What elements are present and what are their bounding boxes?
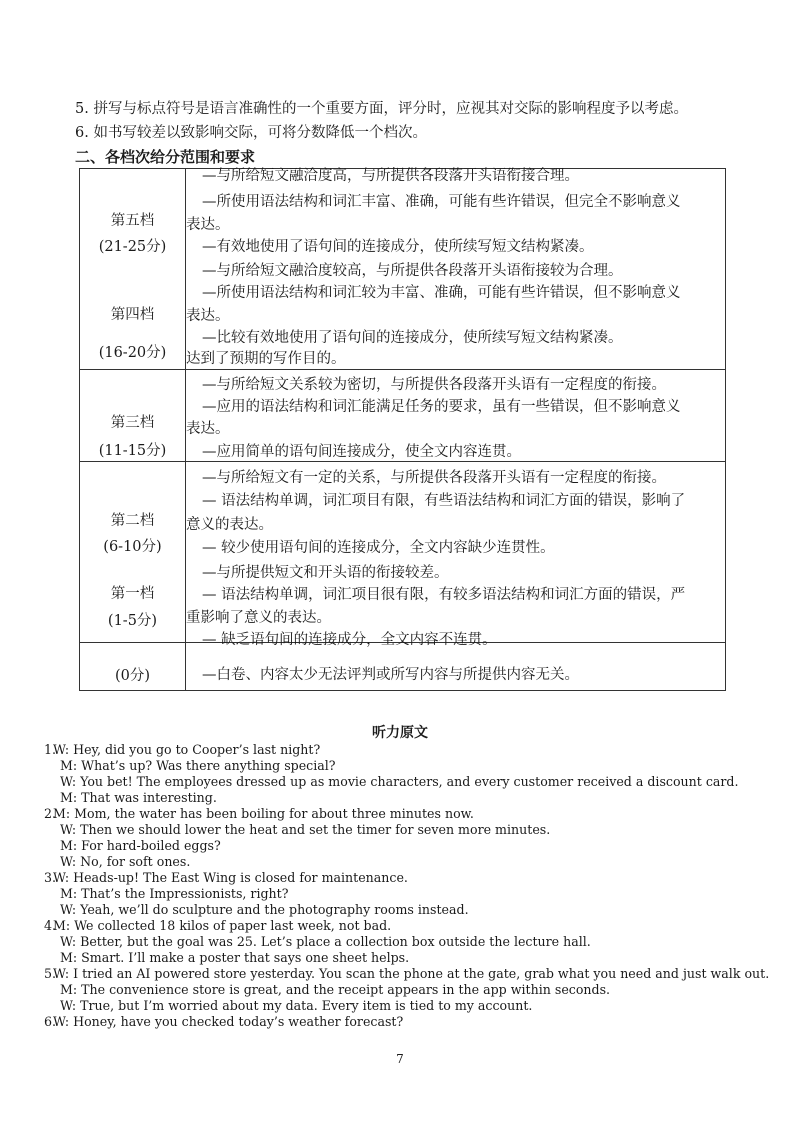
grade-table (79, 168, 726, 691)
grade-5-range: (21-25分) (98, 239, 167, 255)
grade-3-line: 表达。 (186, 421, 230, 437)
grade-5-line: —所使用语法结构和词汇丰富、准确，可能有些许错误，但完全不影响意义 (202, 194, 681, 210)
listening-title: 听力原文 (372, 725, 428, 741)
grade-5-line: 表达。 (186, 217, 230, 233)
grade-3-name: 第三档 (110, 415, 155, 431)
grade-0-range: (0分) (114, 668, 151, 684)
dialogue-line: M: What’s up? Was there anything special? (60, 758, 336, 773)
grade-1-line: — 缺乏语句间的连接成分，全文内容不连贯。 (202, 632, 497, 648)
dialogue-number: 2. (44, 806, 57, 821)
row-divider (80, 369, 725, 370)
grade-3-line: —应用简单的语句间连接成分，使全文内容连贯。 (202, 444, 521, 460)
grade-2-line: — 语法结构单调，词汇项目有限，有些语法结构和词汇方面的错误，影响了 (202, 493, 686, 509)
page-number: 7 (396, 1052, 404, 1066)
grade-4-line: —与所给短文融洽度较高，与所提供各段落开头语衔接较为合理。 (202, 263, 623, 279)
dialogue-line: W: Yeah, we’ll do sculpture and the photography rooms instead. (60, 902, 469, 917)
grade-2-name: 第二档 (110, 513, 155, 529)
grade-1-name: 第一档 (110, 586, 155, 602)
grade-2-range: (6-10分) (103, 539, 162, 555)
dialogue-line: M: Mom, the water has been boiling for about three minutes now. (53, 806, 474, 821)
dialogue-line: M: That’s the Impressionists, right? (60, 886, 289, 901)
dialogue-line: W: Honey, have you checked today’s weather forecast? (53, 1014, 404, 1029)
rule-item-6: 6. 如书写较差以致影响交际，可将分数降低一个档次。 (75, 125, 427, 141)
grade-2-line: — 较少使用语句间的连接成分，全文内容缺少连贯性。 (202, 540, 555, 556)
grade-1-line: 重影响了意义的表达。 (186, 610, 331, 626)
dialogue-line: W: True, but I’m worried about my data. Every item is tied to my account. (60, 998, 533, 1013)
row-divider (80, 461, 725, 462)
dialogue-line: M: We collected 18 kilos of paper last week, not bad. (53, 918, 392, 933)
grade-2-line: —与所给短文有一定的关系，与所提供各段落开头语有一定程度的衔接。 (202, 470, 666, 486)
grade-4-line: 表达。 (186, 308, 230, 324)
dialogue-line: W: Then we should lower the heat and set the timer for seven more minutes. (60, 822, 551, 837)
rule-item-5: 5. 拼写与标点符号是语言准确性的一个重要方面，评分时，应视其对交际的影响程度予以考虑。 (75, 101, 688, 117)
grade-4-range: (16-20分) (98, 345, 167, 361)
grade-3-range: (11-15分) (98, 443, 167, 459)
section-title: 二、各档次给分范围和要求 (75, 148, 256, 166)
dialogue-line: M: That was interesting. (60, 790, 217, 805)
grade-1-line: —与所提供短文和开头语的衔接较差。 (202, 565, 449, 581)
grade-4-line: 达到了预期的写作目的。 (186, 351, 346, 367)
dialogue-number: 3. (44, 870, 57, 885)
dialogue-line: W: Heads-up! The East Wing is closed for maintenance. (53, 870, 408, 885)
grade-0-line: —白卷、内容太少无法评判或所写内容与所提供内容无关。 (202, 667, 579, 683)
dialogue-line: W: Hey, did you go to Cooper’s last night? (53, 742, 321, 757)
dialogue-line: M: The convenience store is great, and the receipt appears in the app within seconds. (60, 982, 611, 997)
dialogue-line: W: No, for soft ones. (60, 854, 191, 869)
grade-1-line: — 语法结构单调，词汇项目很有限，有较多语法结构和词汇方面的错误，严 (202, 587, 686, 603)
dialogue-line: M: Smart. I’ll make a poster that says one sheet helps. (60, 950, 410, 965)
dialogue-number: 6. (44, 1014, 57, 1029)
dialogue-line: W: Better, but the goal was 25. Let’s place a collection box outside the lecture hall. (60, 934, 591, 949)
dialogue-number: 4. (44, 918, 57, 933)
grade-4-name: 第四档 (110, 307, 155, 323)
grade-5-name: 第五档 (110, 213, 155, 229)
grade-5-line: —有效地使用了语句间的连接成分，使所续写短文结构紧凑。 (202, 239, 594, 255)
grade-3-line: —应用的语法结构和词汇能满足任务的要求，虽有一些错误，但不影响意义 (202, 399, 681, 415)
grade-3-line: —与所给短文关系较为密切，与所提供各段落开头语有一定程度的衔接。 (202, 377, 666, 393)
dialogue-line: M: For hard-boiled eggs? (60, 838, 221, 853)
grade-5-line: —与所给短文融洽度高，与所提供各段落开头语衔接合理。 (202, 168, 579, 184)
grade-2-line: 意义的表达。 (186, 517, 273, 533)
dialogue-line: W: I tried an AI powered store yesterday. You scan the phone at the gate, grab what you need and just walk out. (53, 966, 770, 981)
grade-1-range: (1-5分) (107, 613, 158, 629)
grade-4-line: —所使用语法结构和词汇较为丰富、准确，可能有些许错误，但不影响意义 (202, 285, 681, 301)
dialogue-line: W: You bet! The employees dressed up as movie characters, and every customer received a discount card. (60, 774, 739, 789)
dialogue-number: 1. (44, 742, 57, 757)
dialogue-number: 5. (44, 966, 57, 981)
grade-4-line: —比较有效地使用了语句间的连接成分，使所续写短文结构紧凑。 (202, 330, 623, 346)
